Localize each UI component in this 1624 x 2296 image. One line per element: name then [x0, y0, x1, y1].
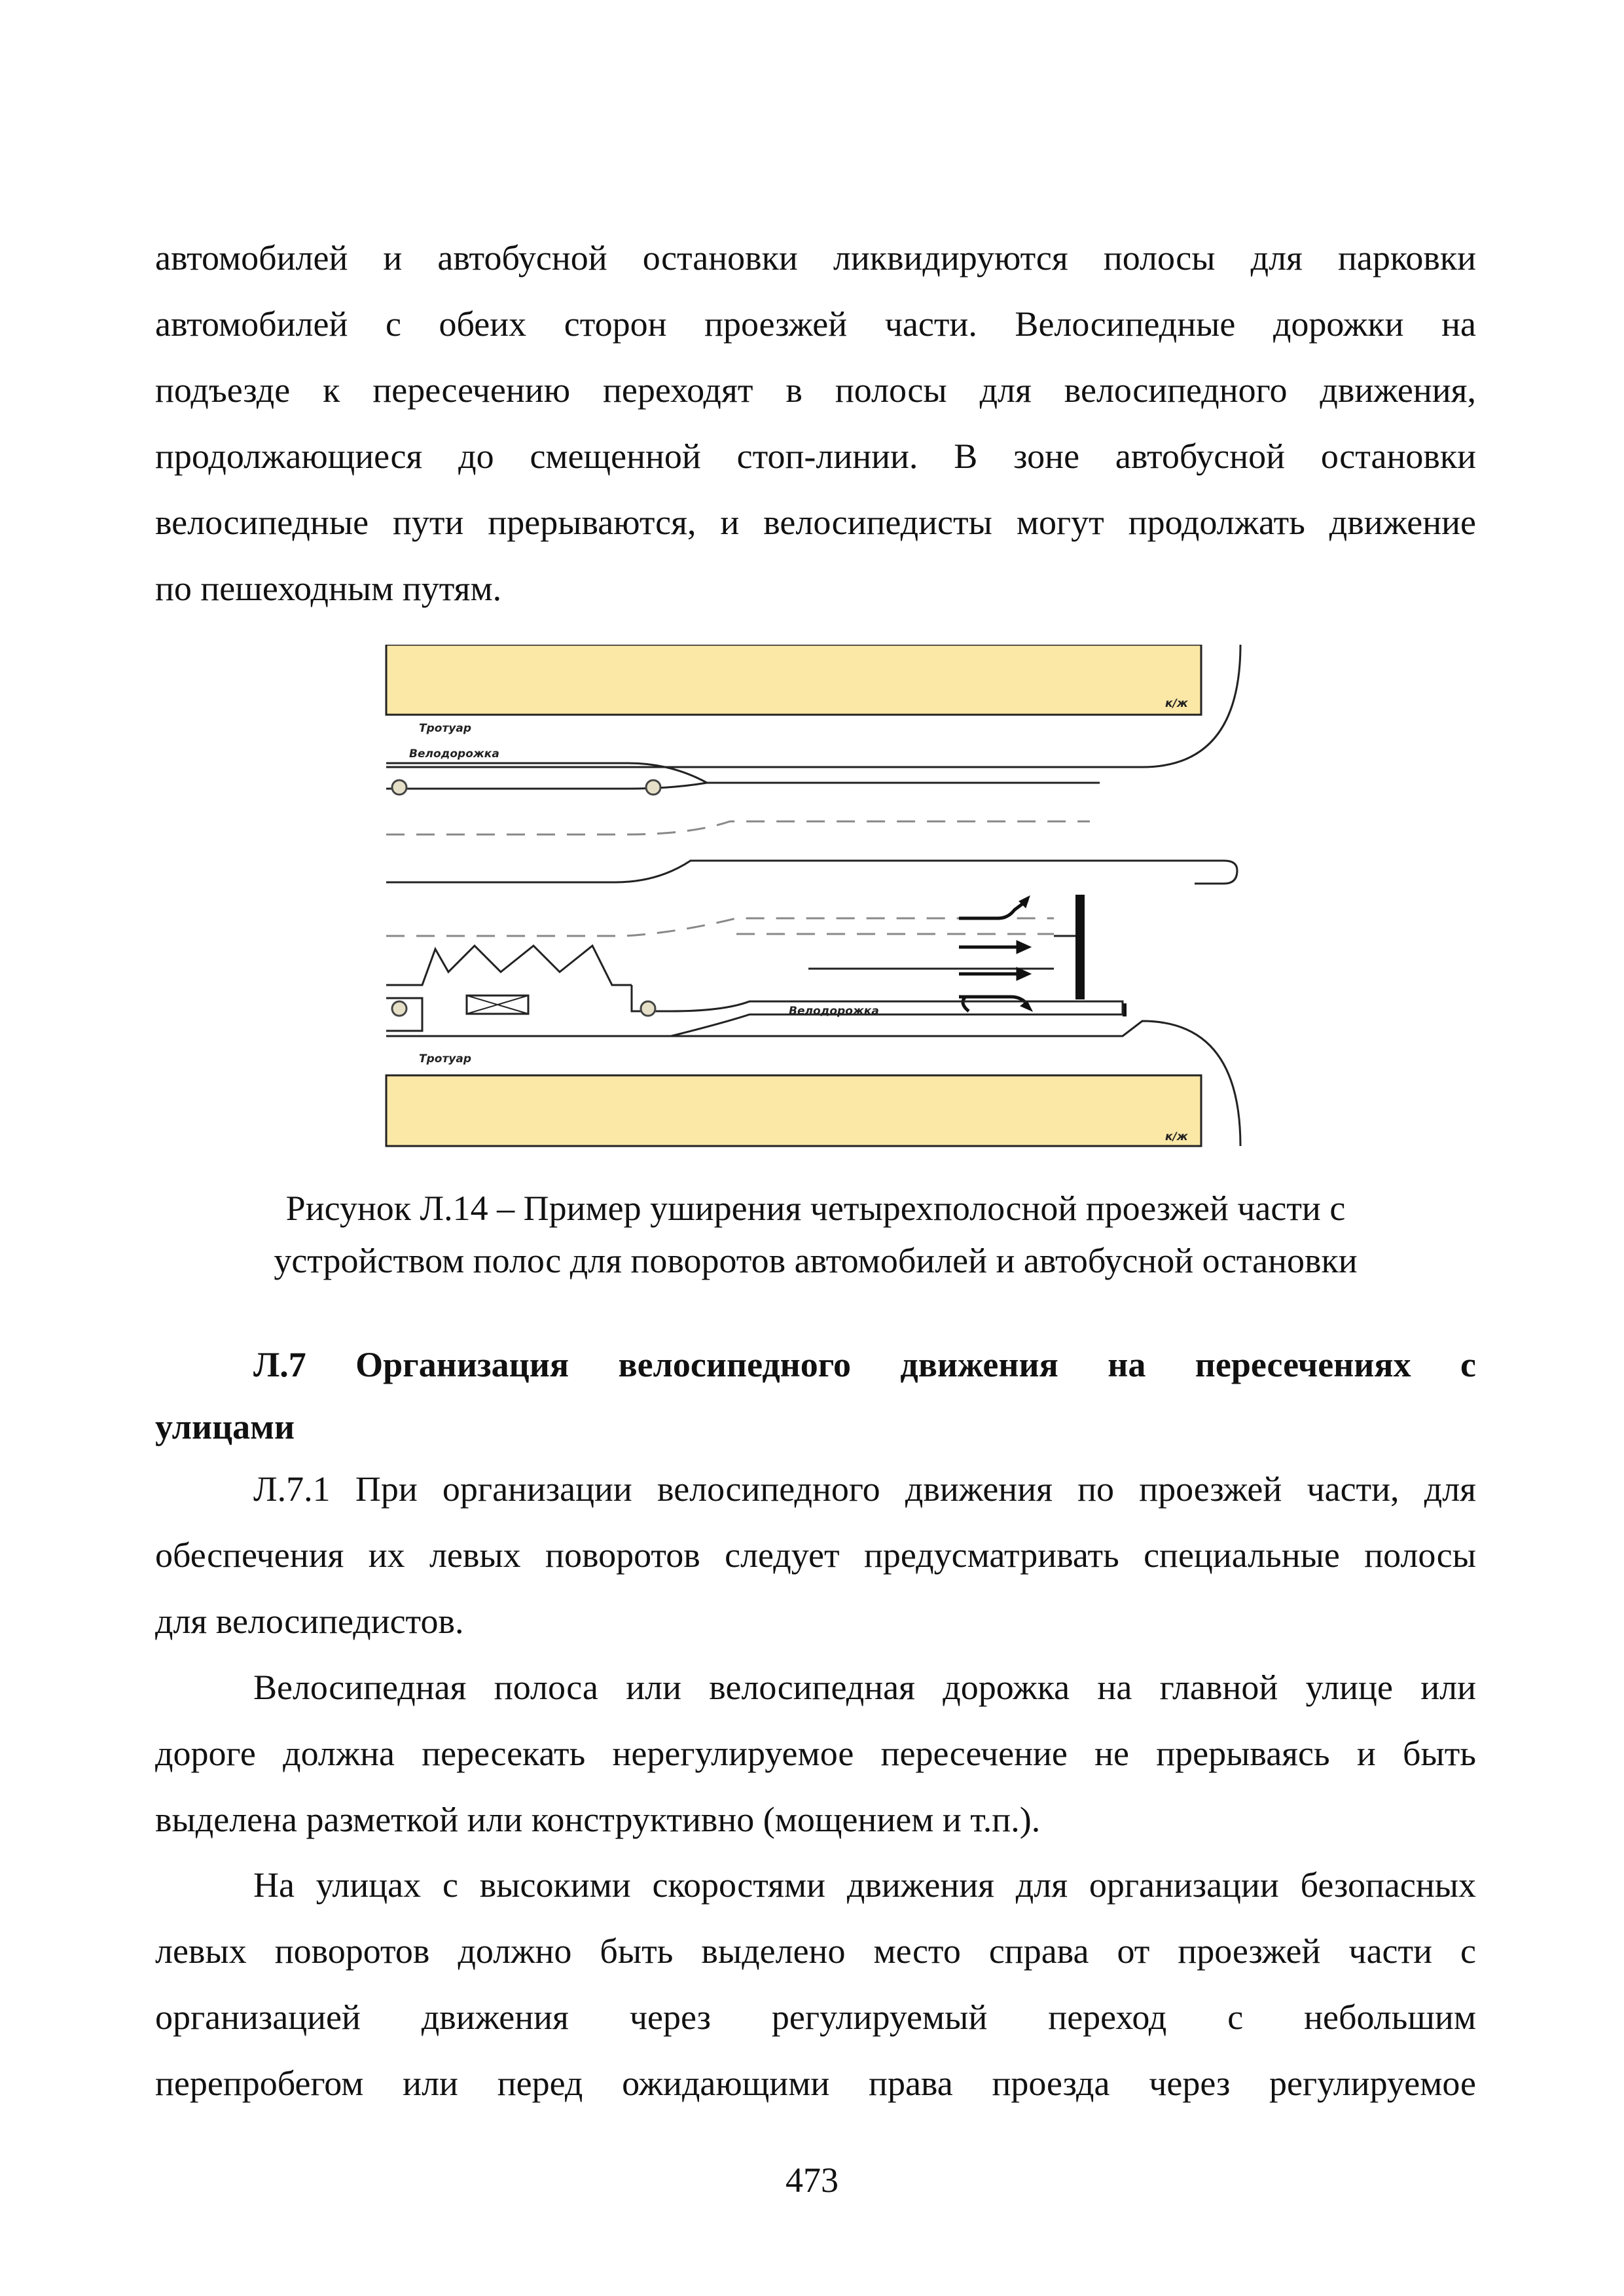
- caption-line: Рисунок Л.14 – Пример уширения четырехполосной проезжей части с: [285, 1189, 1346, 1228]
- label-rail-bottom: к/ж: [1165, 1130, 1188, 1143]
- top-paragraph: [155, 225, 1476, 622]
- text-line: обеспечения их левых поворотов следует предусматривать специальные полосы: [155, 1535, 1476, 1575]
- bus-stop-shelter: [386, 946, 632, 985]
- text-line: выделена разметкой или конструктивно (мощением и т.п.).: [155, 1800, 1041, 1839]
- arrow-head: [1017, 941, 1031, 954]
- text-line: автомобилей и автобусной остановки ликвидируются полосы для парковки: [155, 238, 1476, 278]
- turn-arrows: [959, 896, 1032, 1011]
- median-island: [386, 861, 1237, 884]
- top-tree-left: [392, 780, 406, 795]
- label-sidewalk-top: Тротуар: [419, 722, 472, 735]
- straight-right-arrow-icon: [959, 900, 1028, 918]
- paragraph-1: [155, 1456, 1476, 1655]
- upper-dashed-lane-line: [386, 821, 1090, 834]
- bottom-tree-left: [392, 1001, 406, 1016]
- label-sidewalk-bottom: Тротуар: [419, 1052, 472, 1066]
- caption-line: устройством полос для поворотов автомобилей и автобусной остановки: [274, 1241, 1358, 1280]
- text-line: подъезде к пересечению переходят в полосы для велосипедного движения,: [155, 370, 1476, 410]
- label-bikepath-bottom: Велодорожка: [789, 1005, 879, 1018]
- text-line: продолжающиеся до смещенной стоп-линии. В зоне автобусной остановки: [155, 437, 1476, 476]
- figure-caption: [155, 1182, 1476, 1287]
- bottom-bikepath-island: [386, 985, 1123, 1036]
- text-line: автомобилей с обеих сторон проезжей части. Велосипедные дорожки на: [155, 304, 1476, 344]
- text-line: дороге должна пересекать нерегулируемое пересечение не прерываясь и быть: [155, 1734, 1476, 1773]
- bottom-tree-right: [641, 1001, 655, 1016]
- text-line: На улицах с высокими скоростями движения для организации безопасных: [253, 1865, 1476, 1905]
- page-number: 473: [785, 2161, 839, 2200]
- text-line: перепробегом или перед ожидающими права проезда через регулируемое: [155, 2064, 1476, 2103]
- stop-line: [1075, 895, 1085, 999]
- paragraph-2: [155, 1655, 1476, 1853]
- uturn-arrow-icon: [963, 997, 969, 1011]
- heading-line: Л.7 Организация велосипедного движения на пересечениях с: [253, 1345, 1476, 1384]
- text-line: организацией движения через регулируемый переход с небольшим: [155, 1998, 1476, 2037]
- label-rail-top: к/ж: [1165, 697, 1188, 710]
- top-tree-right: [646, 780, 660, 795]
- text-line: Велосипедная полоса или велосипедная дорожка на главной улице или: [253, 1668, 1476, 1707]
- text-line: левых поворотов должно быть выделено место справа от проезжей части с: [155, 1931, 1476, 1971]
- text-line: Л.7.1 При организации велосипедного движения по проезжей части, для: [253, 1469, 1476, 1509]
- text-line: по пешеходным путям.: [155, 569, 502, 608]
- road-widening-figure: [383, 645, 1254, 1168]
- bottom-building-block: [386, 1075, 1201, 1146]
- paragraph-3: [155, 1852, 1476, 2117]
- text-line: для велосипедистов.: [155, 1602, 464, 1641]
- heading-line: улицами: [155, 1407, 295, 1446]
- label-bikepath-top: Велодорожка: [409, 747, 499, 761]
- section-heading: [155, 1332, 1476, 1460]
- top-building-block: [386, 645, 1201, 715]
- text-line: велосипедные пути прерываются, и велосипедисты могут продолжать движение: [155, 503, 1476, 542]
